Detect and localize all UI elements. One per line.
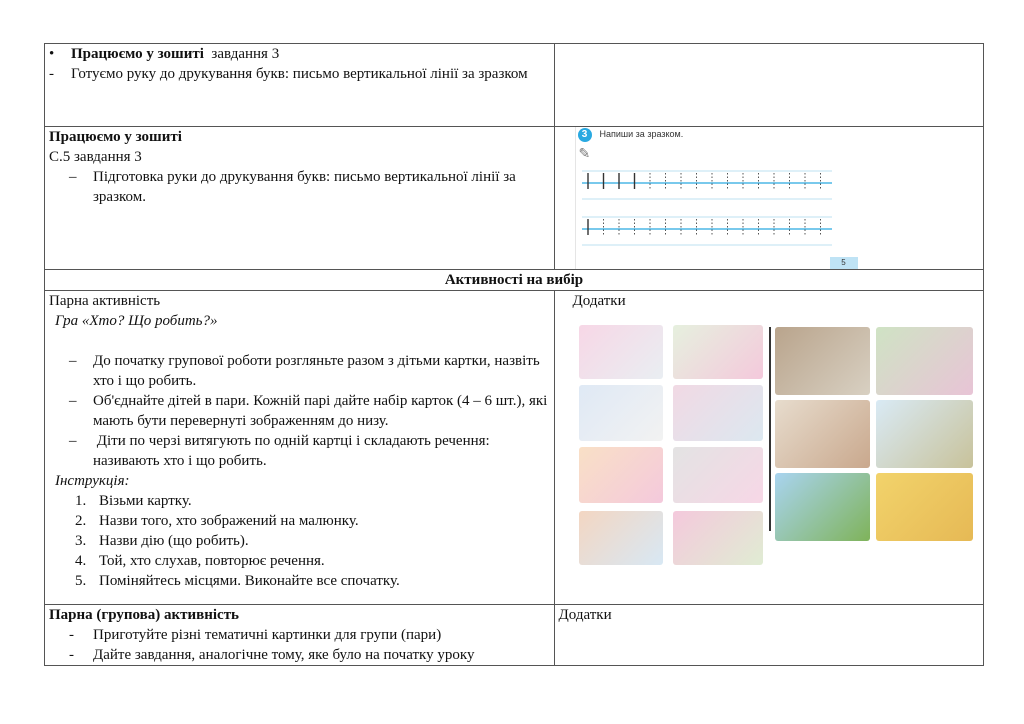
row3-title: Парна активність (49, 293, 161, 309)
card-image (579, 447, 663, 503)
card-image (876, 473, 973, 541)
activity-cards-right (775, 327, 973, 541)
row-pair-activity (45, 291, 984, 605)
row4-appendix-label: Додатки (558, 607, 612, 623)
step-text: Той, хто слухав, повторює речення. (99, 553, 325, 569)
row3-item: – До початку групової роботи розгляньте разом з дітьми картки, назвіть хто і що робить. (49, 351, 550, 391)
card-image (876, 327, 973, 395)
row1-dash-text: Готуємо руку до друкування букв: письмо вертикальної лінії за зразком (71, 66, 528, 82)
row2-item-text: Підготовка руки до друкування букв: письмо вертикальної лінії за зразком. (93, 169, 516, 205)
instruction-step: 5. Поміняйтесь місцями. Виконайте все спочатку. (75, 573, 400, 589)
card-image (775, 400, 870, 468)
workbook-instruction: Напиши за зразком. (599, 129, 684, 139)
row2-item (49, 167, 550, 207)
lesson-plan-table (44, 43, 984, 666)
step-text: Назви того, хто зображений на малюнку. (99, 513, 359, 529)
bullet-item (49, 44, 550, 64)
row2-left-cell (45, 127, 555, 270)
card-image (579, 385, 663, 441)
row4-right-cell (554, 605, 983, 666)
row4-item-text: Приготуйте різні тематичні картинки для групи (пари) (93, 627, 442, 643)
row3-item-text: Діти по черзі витягують по одній картці і складають речення: називають хто і що робить. (93, 433, 494, 469)
row1-task-text: завдання 3 (203, 46, 280, 62)
page-number-badge (830, 257, 858, 269)
step-text: Назви дію (що робить). (99, 533, 249, 549)
pencil-icon: ✎ (578, 147, 591, 162)
section-heading: Активності на вибір (45, 270, 984, 291)
row-group-activity (45, 605, 984, 666)
card-image (579, 325, 663, 379)
card-image (876, 400, 973, 468)
row2-right-cell (554, 127, 983, 270)
row2-title: Працюємо у зошиті (49, 129, 182, 145)
activity-cards-left (579, 325, 765, 571)
instruction-step: 1. Візьми картку. (75, 493, 192, 509)
page-number: 5 (841, 258, 846, 267)
card-image (673, 325, 763, 379)
row4-left-cell (45, 605, 555, 666)
row3-item-text: Об'єднайте дітей в пари. Кожній парі дайте набір карток (4 – 6 шт.), які мають бути перевернуті зображенням до низу. (93, 393, 548, 429)
card-image (673, 447, 763, 503)
dash-item (49, 64, 550, 84)
instruction-step: 2. Назви того, хто зображений на малюнку. (75, 513, 359, 529)
row1-bold-label: Працюємо у зошиті (71, 46, 204, 62)
row4-item-text: Дайте завдання, аналогічне тому, яке було на початку уроку (93, 647, 475, 663)
instruction-step: 3. Назви дію (що робить). (75, 533, 249, 549)
row3-item: – Діти по черзі витягують по одній картці і складають речення: називають хто і що робить. (49, 431, 550, 471)
divider-line (769, 327, 771, 531)
game-title: Гра «Хто? Що робить?» (55, 313, 218, 329)
dash-marker: - (49, 66, 54, 82)
step-text: Поміняйтесь місцями. Виконайте все спочатку. (99, 573, 400, 589)
workbook-page-image (575, 127, 858, 269)
instruction-step: 4. Той, хто слухав, повторює речення. (75, 553, 325, 569)
row3-right-cell (554, 291, 983, 605)
row2-page: С.5 завдання 3 (49, 149, 142, 165)
row-workbook-task (45, 127, 984, 270)
row3-left-cell (45, 291, 555, 605)
row4-item: - Дайте завдання, аналогічне тому, яке було на початку уроку (69, 647, 475, 663)
dash-marker: – (69, 169, 77, 185)
row1-left-cell (45, 44, 555, 127)
step-text: Візьми картку. (99, 493, 192, 509)
row3-appendix-label: Додатки (572, 293, 626, 309)
instruction-label: Інструкція: (55, 473, 130, 489)
row4-title: Парна (групова) активність (49, 607, 239, 623)
row3-item-text: До початку групової роботи розгляньте разом з дітьми картки, назвіть хто і що робить. (93, 353, 540, 389)
row1-right-cell (554, 44, 983, 127)
vertical-lines-exercise (576, 127, 858, 269)
task-number: 3 (581, 129, 588, 140)
section-heading-row (45, 270, 984, 291)
bullet-marker: • (49, 46, 55, 62)
card-image (673, 385, 763, 441)
row4-item: - Приготуйте різні тематичні картинки для групи (пари) (69, 627, 442, 643)
row-workbook-intro (45, 44, 984, 127)
card-image (775, 473, 870, 541)
card-image (673, 511, 763, 565)
card-image (775, 327, 870, 395)
card-image (579, 511, 663, 565)
row3-item: – Об'єднайте дітей в пари. Кожній парі дайте набір карток (4 – 6 шт.), які мають бути перевернуті зображенням до низу. (49, 391, 550, 431)
spacer (49, 331, 550, 351)
